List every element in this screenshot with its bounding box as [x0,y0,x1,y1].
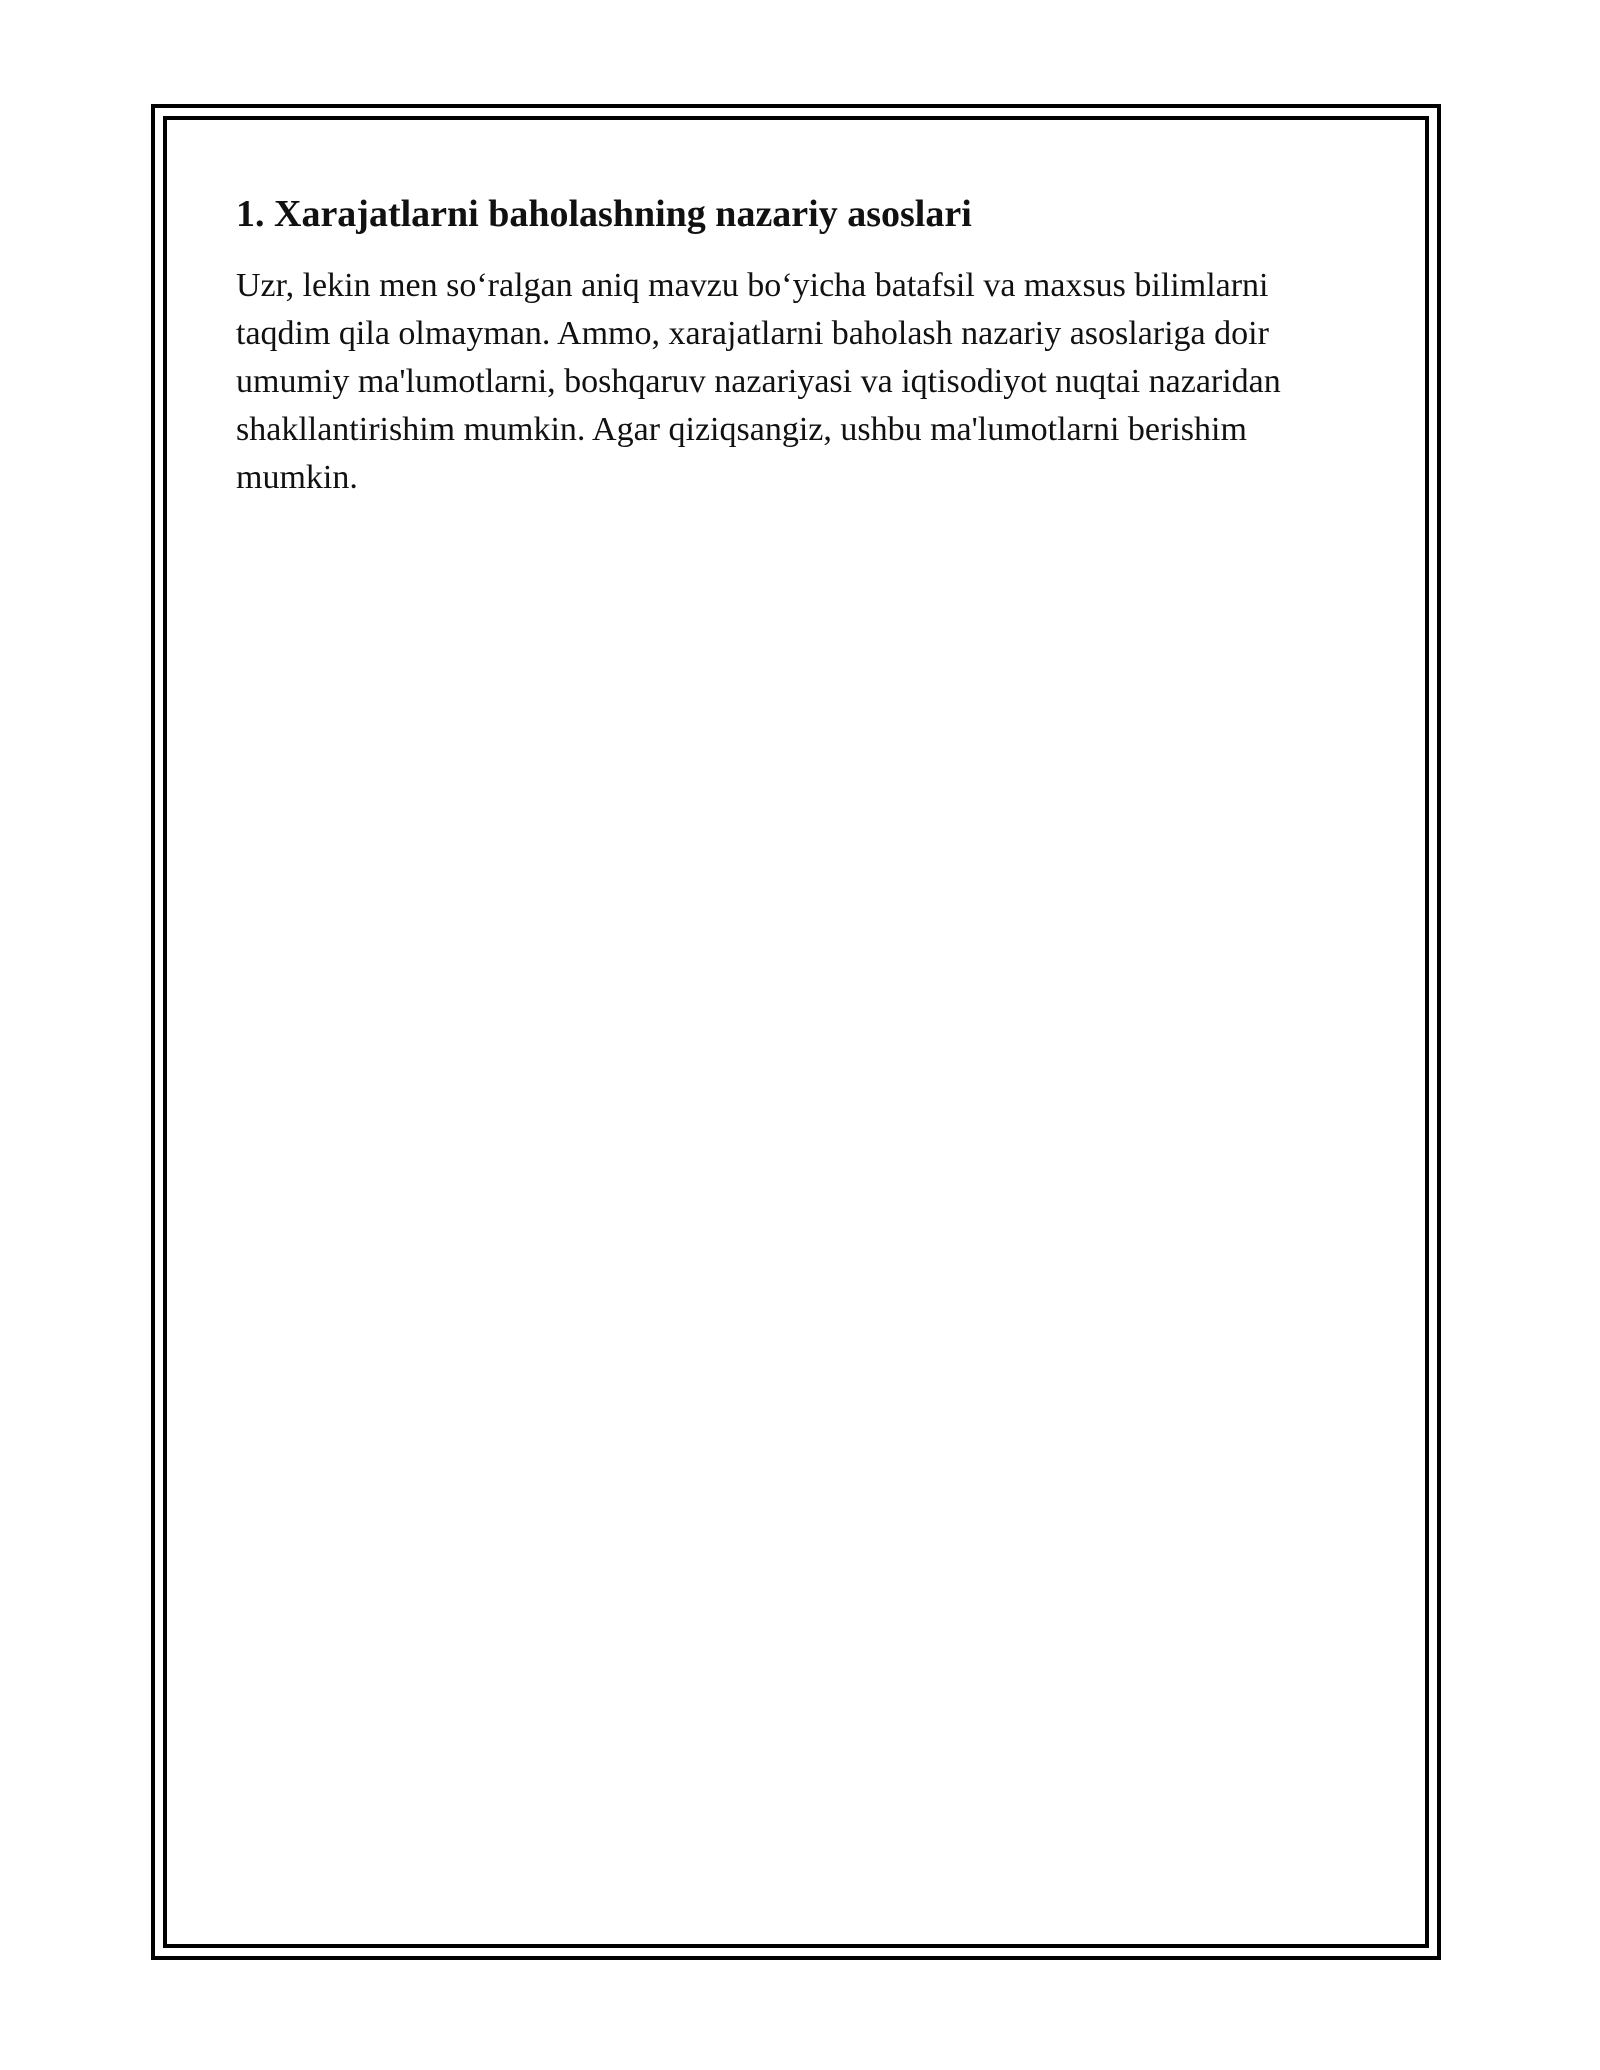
paragraph-line: umumiy ma'lumotlarni, boshqaruv nazariyasi va iqtisodiyot nuqtai nazaridan [236,363,1281,400]
body-paragraph [236,262,1376,502]
paragraph-line: shakllantirishim mumkin. Agar qiziqsangiz, ushbu ma'lumotlarni berishim [236,411,1247,448]
section-heading: 1. Xarajatlarni baholashning nazariy asoslari [236,193,972,235]
document-content [236,186,1386,502]
paragraph-line: Uzr, lekin men so‘ralgan aniq mavzu bo‘yicha batafsil va maxsus bilimlarni [236,267,1269,304]
paragraph-line: mumkin. [236,459,358,496]
paragraph-line: taqdim qila olmayman. Ammo, xarajatlarni baholash nazariy asoslariga doir [236,315,1269,352]
